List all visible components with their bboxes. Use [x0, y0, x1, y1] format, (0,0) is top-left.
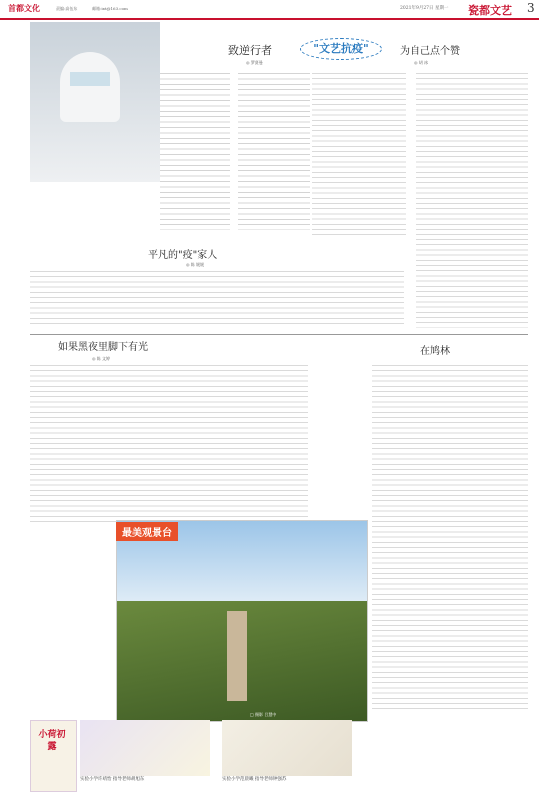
- doctor-photo: [30, 22, 160, 182]
- text-column: [372, 362, 528, 712]
- article-title: 平凡的"疫"家人: [148, 250, 218, 261]
- page-number: 3: [527, 1, 535, 15]
- article-title: 为自己点个赞: [400, 46, 460, 57]
- text-column: [312, 70, 406, 235]
- campaign-banner: "文艺抗疫": [300, 38, 382, 60]
- poem-column: [238, 70, 310, 235]
- article-author: ◎ 陈 媛媛: [186, 262, 205, 267]
- scene-photo: [116, 520, 368, 722]
- poem-column: [160, 70, 230, 235]
- text-column: [30, 268, 404, 328]
- kids-art-2: [222, 720, 352, 776]
- article-title: 致逆行者: [228, 44, 272, 57]
- scene-banner: 最美观景台: [116, 522, 178, 541]
- editor-email: 邮箱:ixt@163.com: [92, 6, 128, 11]
- kids-art-1: [80, 720, 210, 776]
- divider: [30, 334, 528, 335]
- photo-credit: □ 摄影 吕慧中: [250, 712, 277, 717]
- masthead-logo: 首都文化: [8, 3, 40, 13]
- kids-banner: [30, 720, 77, 792]
- kids-title: 小荷初露: [38, 730, 66, 752]
- page-header: [0, 0, 539, 20]
- article-title: 如果黑夜里脚下有光: [58, 342, 148, 353]
- article-title: 在鸠林: [420, 346, 450, 357]
- text-column: [416, 70, 528, 235]
- kids-caption: 实验小学范晨曦 指导老师钟强苏: [222, 777, 287, 782]
- text-column: [30, 362, 308, 522]
- editor-line: 责编:高伍东: [56, 6, 78, 11]
- section-title: 瓷都文艺: [468, 4, 512, 17]
- article-author: ◎ 胡 冰: [414, 60, 429, 65]
- article-author: ◎ 罗贤曼: [246, 60, 263, 65]
- article-author: ◎ 陈 文婷: [92, 356, 111, 361]
- text-column: [416, 236, 528, 328]
- kids-caption: 实验小学许靖怡 指导老师胡旭东: [80, 777, 145, 782]
- issue-date: 2021年9月27日 星期一: [400, 6, 449, 11]
